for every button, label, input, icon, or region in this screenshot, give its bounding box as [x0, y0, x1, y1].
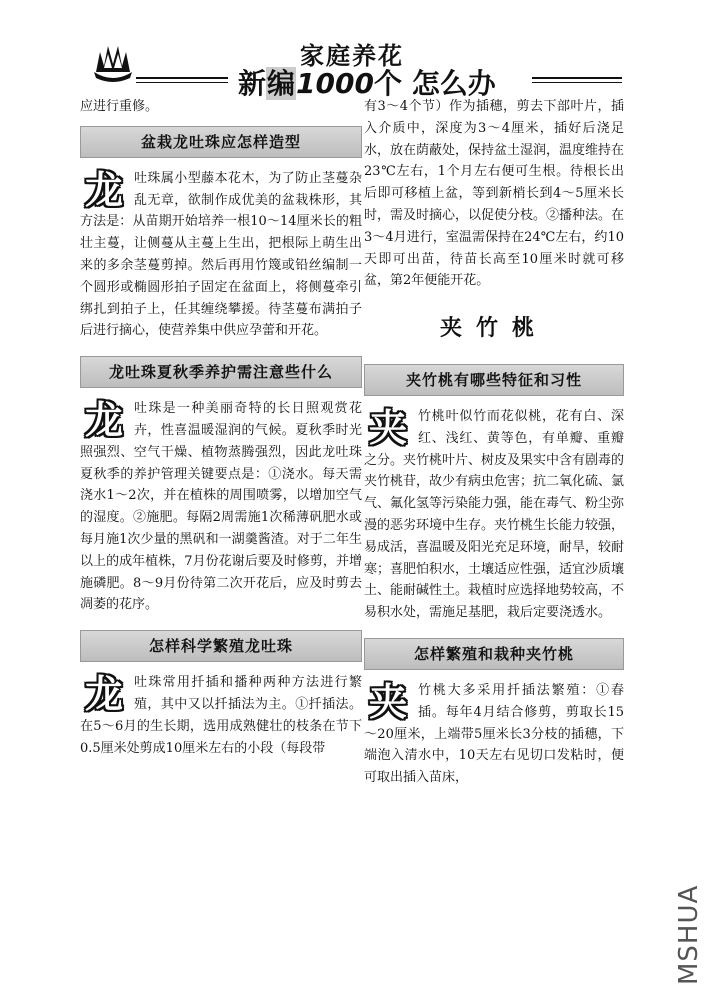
header-title-post: 个 怎么办 [373, 67, 496, 100]
section-title-4: 夹竹桃有哪些特征和习性 [364, 364, 624, 396]
section-title-2: 龙吐珠夏秋季养护需注意些什么 [80, 356, 362, 388]
left-column [80, 96, 362, 759]
header-rule-left-2 [136, 82, 228, 83]
section-body-5 [364, 680, 624, 789]
header-top-title: 家庭养花 [300, 42, 404, 70]
header-rule-right-2 [532, 82, 622, 83]
section-text-4: 竹桃叶似竹而花似桃，花有白、深红、浅红、黄等色，有单瓣、重瓣之分。夹竹桃叶片、树皮及果实中含有剧毒的夹竹桃苷，故少有病虫危害；抗二氧化硫、氯气、氟化氢等污染能力强，能在毒气、粉尘弥漫的恶劣环境中生存。夹竹桃生长能力较强，易成活，喜温暖及阳光充足环境，耐旱，较耐寒；喜肥怕积水，土壤适应性强，适宜沙质壤土、能耐碱性土。栽植时应选择地势较高，不易积水处，需施足基肥，栽后定要浇透水。 [364, 408, 625, 621]
section-title-3: 怎样科学繁殖龙吐珠 [80, 630, 362, 662]
header-rule-right [532, 77, 622, 79]
header-title-accent: 编 [267, 67, 296, 100]
section-text-1: 吐珠属小型藤本花木，为了防止茎蔓杂乱无章，欲制作成优美的盆栽株形，其方法是：从苗期开始培养一根10～14厘米长的粗壮主蔓，让侧蔓从主蔓上生出，把根际上萌生出来的多余茎蔓剪掉。然后再用竹篾或铅丝编制一个圆形或椭圆形拍子固定在盆面上，将侧蔓牵引绑扎到拍子上，任其缠绕攀援。待茎蔓布满拍子后进行摘心，使营养集中供应孕蕾和开花。 [80, 170, 362, 339]
section-body-3 [80, 672, 362, 759]
section-text-2: 吐珠是一种美丽奇特的长日照观赏花卉，性喜温暖湿润的气候。夏秋季时光照强烈、空气干燥、植物蒸腾强烈，因此龙吐珠夏秋季的养护管理关键要点是：①浇水。每天需浇水1～2次，并在植株的周围喷雾，以增加空气的湿度。②施肥。每隔2周需施1次稀薄矾肥水或每月施1次少量的黑矾和一湖羹酱渣。对于二年生以上的成年植株，7月份花谢后要及时修剪，并增施磷肥。8～9月份待第二次开花后，应及时剪去凋萎的花序。 [80, 401, 362, 613]
drop-cap-1: 龙 [84, 167, 123, 212]
category-heading: 夹竹桃 [439, 316, 548, 342]
section-body-4 [364, 406, 624, 624]
header-rule-left [136, 77, 228, 79]
watermark: MSHUA [674, 884, 704, 985]
continued-text: 有3～4个节）作为插穗，剪去下部叶片，插入介质中，深度为3～4厘米，插好后浇足水，放在荫蔽处，保持盆土湿润，温度维持在23℃左右，1个月左右便可生根。待根长出后即可移植上盆，等到新梢长到4～5厘米长时，需及时摘心，以促使分枝。②播种法。在3～4月进行，室温需保持在24℃左右，约10天即可出苗，待苗长高至10厘米时就可移盆，第2年便能开花。 [364, 99, 625, 289]
flower-logo-icon [92, 42, 134, 82]
drop-cap-3: 龙 [84, 672, 123, 717]
header-title-num: 1000 [296, 67, 374, 100]
drop-cap-4: 夹 [368, 405, 407, 450]
section-title-1: 盆栽龙吐珠应怎样造型 [80, 126, 362, 158]
drop-cap-5: 夹 [368, 679, 407, 724]
intro-text: 应进行重修。 [80, 99, 159, 114]
section-text-3: 吐珠常用扦插和播种两种方法进行繁殖，其中又以扦插法为主。①扦插法。在5～6月的生长期，选用成熟健壮的枝条在节下0.5厘米处剪成10厘米左右的小段（每段带 [80, 675, 362, 756]
section-body-2 [80, 398, 362, 616]
section-title-5: 怎样繁殖和栽种夹竹桃 [364, 638, 624, 670]
section-body-1 [80, 168, 362, 342]
right-column [364, 96, 624, 789]
section-text-5: 竹桃大多采用扦插法繁殖：①春插。每年4月结合修剪，剪取长15～20厘米，上端带5厘米长3分枝的插穗，下端泡入清水中，10天左右见切口发粘时，便可取出插入苗床， [364, 682, 624, 786]
page-header [0, 0, 708, 100]
header-title-pre: 新 [238, 67, 267, 100]
drop-cap-2: 龙 [84, 398, 123, 443]
